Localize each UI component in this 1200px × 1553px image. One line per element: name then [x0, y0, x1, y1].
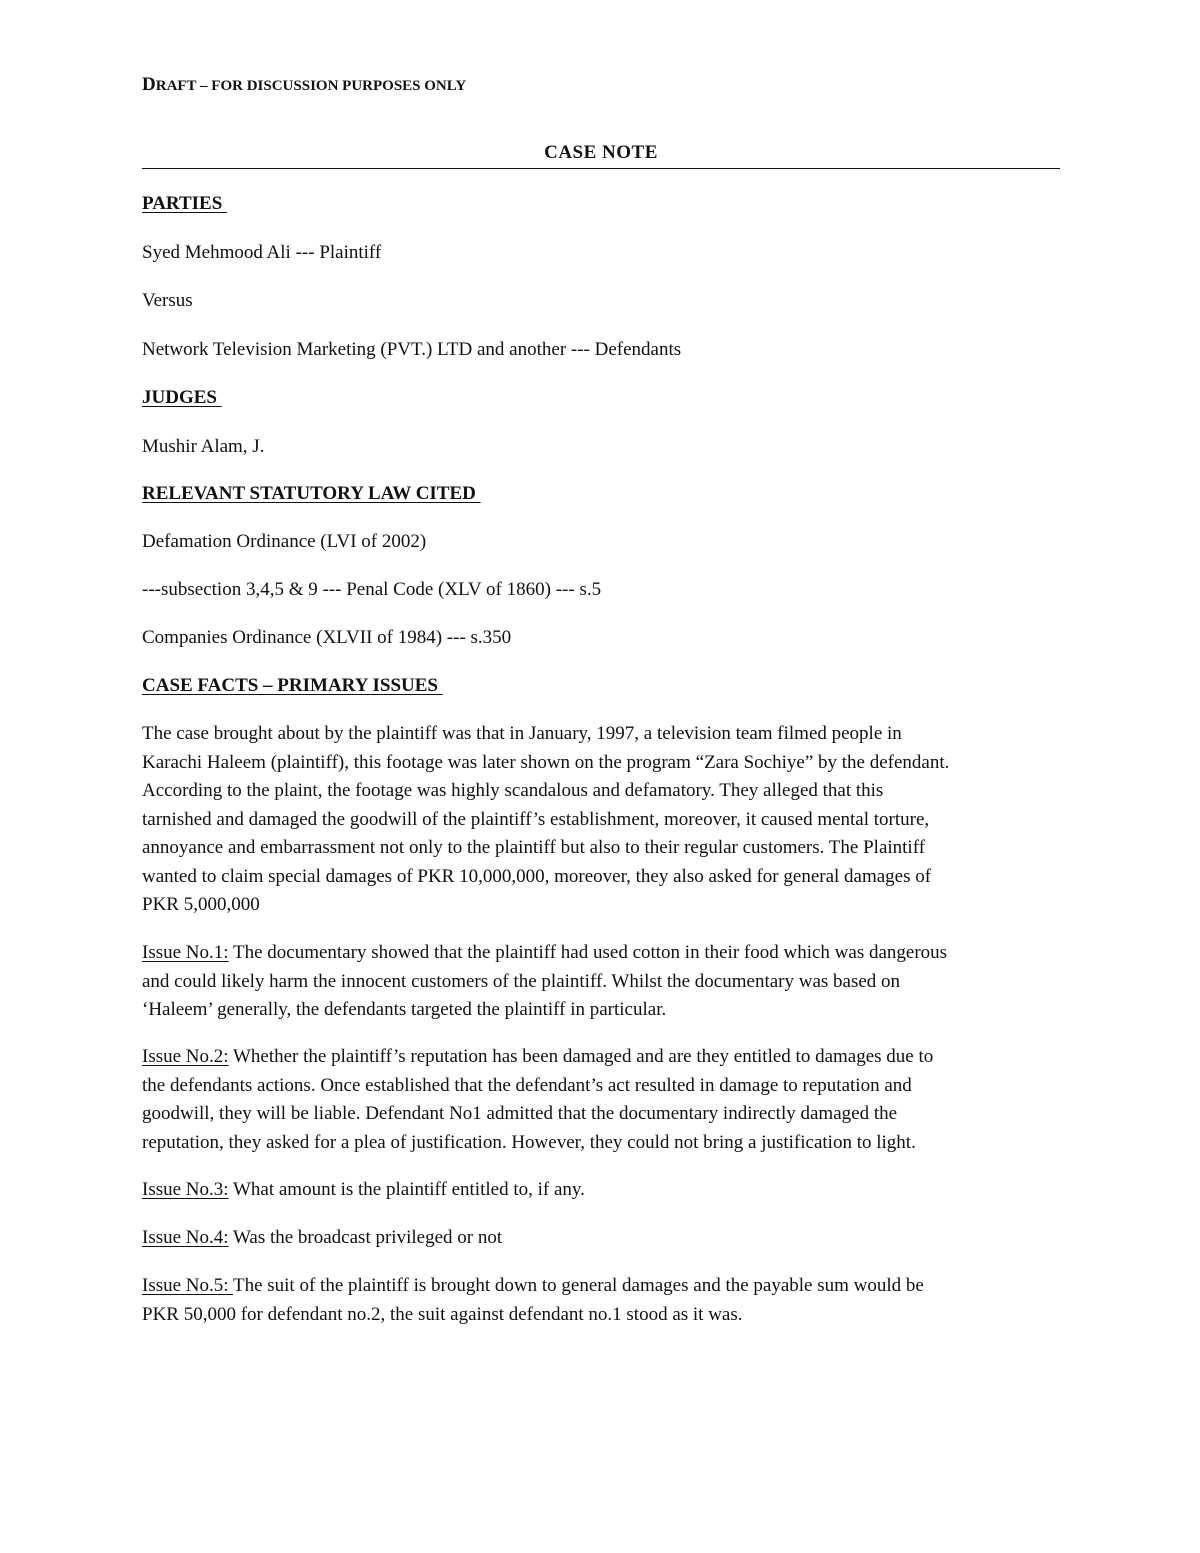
summary-line: PKR 5,000,000: [142, 894, 260, 915]
issue-4-paragraph: [142, 1224, 1060, 1253]
versus-line: Versus: [142, 290, 193, 311]
issue-line: PKR 50,000 for defendant no.2, the suit against defendant no.1 stood as it was.: [142, 1303, 743, 1325]
plaintiff-line: Syed Mehmood Ali --- Plaintiff: [142, 242, 382, 263]
issue-3-paragraph: [142, 1176, 1060, 1205]
draft-notice-text: RAFT – FOR DISCUSSION PURPOSES ONLY: [155, 78, 467, 94]
statute-item: Defamation Ordinance (LVI of 2002): [142, 531, 427, 552]
judges-heading: JUDGES: [142, 387, 222, 408]
parties-heading: PARTIES: [142, 193, 228, 214]
summary-line: tarnished and damaged the goodwill of the plaintiff’s establishment, moreover, it caused mental torture,: [142, 808, 930, 830]
statute-item: ---subsection 3,4,5 & 9 --- Penal Code (XLV of 1860) --- s.5: [142, 579, 602, 600]
issue-1-paragraph: [142, 939, 1060, 1025]
page-title: CASE NOTE: [544, 142, 658, 163]
issue-line: goodwill, they will be liable. Defendant No1 admitted that the documentary indirectly damaged the: [142, 1103, 898, 1124]
issue-line: Whether the plaintiff’s reputation has been damaged and are they entitled to damages due to: [228, 1046, 934, 1067]
issue-line: The suit of the plaintiff is brought down to general damages and the payable sum would be: [232, 1275, 924, 1296]
case-summary-paragraph: [142, 720, 1060, 920]
issue-1-label: Issue No.1:: [142, 942, 229, 963]
draft-notice: [142, 74, 466, 96]
issue-line: and could likely harm the innocent customers of the plaintiff. Whilst the documentary was based on: [142, 970, 901, 992]
summary-line: annoyance and embarrassment not only to the plaintiff but also to their regular customers. The Plaintiff: [142, 837, 926, 858]
issue-line: The documentary showed that the plaintiff had used cotton in their food which was dangerous: [228, 942, 948, 963]
issue-3-label: Issue No.3:: [142, 1179, 229, 1200]
case-facts-heading: CASE FACTS – PRIMARY ISSUES: [142, 675, 443, 696]
issue-2-label: Issue No.2:: [142, 1046, 229, 1067]
issue-line: What amount is the plaintiff entitled to, if any.: [228, 1179, 585, 1200]
summary-line: According to the plaint, the footage was highly scandalous and defamatory. They alleged that this: [142, 780, 884, 801]
statutory-law-heading: RELEVANT STATUTORY LAW CITED: [142, 483, 481, 504]
issue-line: reputation, they asked for a plea of justification. However, they could not bring a justification to light.: [142, 1131, 916, 1153]
issue-5-label: Issue No.5:: [142, 1275, 233, 1296]
title-divider: [142, 168, 1060, 169]
summary-line: wanted to claim special damages of PKR 10,000,000, moreover, they also asked for general damages of: [142, 865, 932, 887]
draft-notice-initial: D: [142, 74, 156, 95]
issue-2-paragraph: [142, 1043, 1060, 1157]
summary-line: Karachi Haleem (plaintiff), this footage was later shown on the program “Zara Sochiye” by the defendant.: [142, 751, 950, 773]
issue-line: Was the broadcast privileged or not: [228, 1227, 503, 1248]
statute-item: Companies Ordinance (XLVII of 1984) --- s.350: [142, 627, 512, 648]
issue-5-paragraph: [142, 1272, 1060, 1329]
judge-name: Mushir Alam, J.: [142, 436, 265, 457]
issue-line: ‘Haleem’ generally, the defendants targeted the plaintiff in particular.: [142, 999, 667, 1020]
summary-line: The case brought about by the plaintiff was that in January, 1997, a television team filmed people in: [142, 723, 902, 744]
issue-4-label: Issue No.4:: [142, 1227, 229, 1248]
issue-line: the defendants actions. Once established that the defendant’s act resulted in damage to reputation and: [142, 1074, 912, 1096]
defendants-line: Network Television Marketing (PVT.) LTD and another --- Defendants: [142, 339, 682, 360]
